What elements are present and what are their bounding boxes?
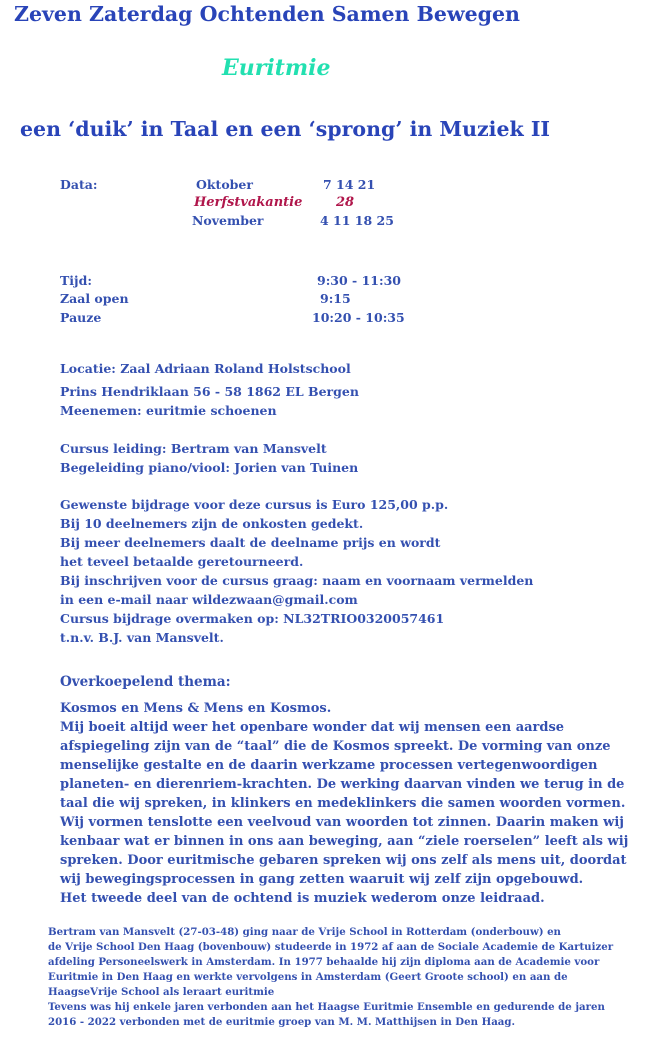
- cost-line: Gewenste bijdrage voor deze cursus is Euro 125,00 p.p.: [60, 497, 449, 512]
- cost-line: Bij meer deelnemers daalt de deelname prijs en wordt: [60, 535, 441, 550]
- location-line: Locatie: Zaal Adriaan Roland Holstschool: [60, 361, 351, 376]
- theme-line: Het tweede deel van de ochtend is muziek wederom onze leidraad.: [60, 891, 545, 906]
- hall-open-value: 9:15: [320, 291, 351, 306]
- theme-line: menselijke gestalte en de daarin werkzame processen vertegenwoordigen: [60, 758, 598, 773]
- bio-line: Tevens was hij enkele jaren verbonden aan het Haagse Euritmie Ensemble en gedurende de jaren: [48, 1001, 605, 1013]
- theme-line: afspiegeling zijn van de “taal” die de Kosmos spreekt. De vorming van onze: [60, 739, 611, 754]
- bring-line: Meenemen: euritmie schoenen: [60, 403, 277, 418]
- theme-line: Mij boeit altijd weer het openbare wonder dat wij mensen een aardse: [60, 720, 565, 735]
- bio-line: Bertram van Mansvelt (27-03-48) ging naar de Vrije School in Rotterdam (onderbouw) en: [48, 926, 561, 938]
- theme-paragraph: [60, 718, 628, 908]
- subtitle: Euritmie: [222, 55, 331, 81]
- theme-line: wij bewegingsprocessen in gang zetten waaruit wij zelf zijn opgebouwd.: [60, 872, 584, 887]
- break-value: 10:20 - 10:35: [312, 310, 405, 325]
- dates-label: Data:: [60, 177, 98, 192]
- time-value: 9:30 - 11:30: [317, 273, 402, 288]
- theme-line: Wij vormen tenslotte een veelvoud van woorden tot zinnen. Daarin maken wij: [60, 815, 624, 830]
- hall-open-label: Zaal open: [60, 291, 129, 306]
- time-label: Tijd:: [60, 273, 92, 288]
- page-title: Zeven Zaterdag Ochtenden Samen Bewegen: [14, 2, 520, 26]
- november-days: 4 11 18 25: [320, 213, 394, 228]
- bank-line: Cursus bijdrage overmaken op: NL32TRIO0320057461: [60, 611, 445, 626]
- theme-line: kenbaar wat er binnen in ons aan beweging, aan “ziele roerselen” leeft als wij: [60, 834, 629, 849]
- theme-subject: Kosmos en Mens & Mens en Kosmos.: [60, 701, 332, 716]
- cost-line: Bij 10 deelnemers zijn de onkosten gedekt.: [60, 516, 364, 531]
- cost-line: het teveel betaalde geretourneerd.: [60, 554, 304, 569]
- bio-line: afdeling Personeelswerk in Amsterdam. In 1977 behaalde hij zijn diploma aan de Academie voor: [48, 956, 600, 968]
- theme-label: Overkoepelend thema:: [60, 674, 231, 690]
- holiday-label: Herfstvakantie: [194, 195, 303, 210]
- theme-line: taal die wij spreken, in klinkers en medeklinkers die samen woorden vormen.: [60, 796, 626, 811]
- accompaniment: Begeleiding piano/viool: Jorien van Tuinen: [60, 460, 359, 475]
- course-heading: een ‘duik’ in Taal en een ‘sprong’ in Muziek II: [20, 117, 551, 141]
- address-line: Prins Hendriklaan 56 - 58 1862 EL Bergen: [60, 384, 359, 399]
- email-line: in een e-mail naar wildezwaan@gmail.com: [60, 592, 358, 607]
- course-leader: Cursus leiding: Bertram van Mansvelt: [60, 441, 327, 456]
- october-label: Oktober: [196, 177, 253, 192]
- november-label: November: [192, 213, 264, 228]
- theme-line: planeten- en dierenriem-krachten. De werking daarvan vinden we terug in de: [60, 777, 625, 792]
- bio-paragraph: [48, 925, 613, 1030]
- bio-line: 2016 - 2022 verbonden met de euritmie groep van M. M. Matthijsen in Den Haag.: [48, 1016, 516, 1028]
- holiday-day: 28: [336, 195, 355, 210]
- bio-line: de Vrije School Den Haag (bovenbouw) studeerde in 1972 af aan de Sociale Academie de Kartuizer: [48, 941, 614, 953]
- account-holder-line: t.n.v. B.J. van Mansvelt.: [60, 630, 224, 645]
- bio-line: Euritmie in Den Haag en werkte vervolgens in Amsterdam (Geert Groote school) en aan de: [48, 971, 568, 983]
- break-label: Pauze: [60, 310, 102, 325]
- october-days: 7 14 21: [323, 177, 376, 192]
- theme-line: spreken. Door euritmische gebaren spreken wij ons zelf als mens uit, doordat: [60, 853, 627, 868]
- cost-line: Bij inschrijven voor de cursus graag: naam en voornaam vermelden: [60, 573, 534, 588]
- bio-line: HaagseVrije School als leraart euritmie: [48, 986, 275, 998]
